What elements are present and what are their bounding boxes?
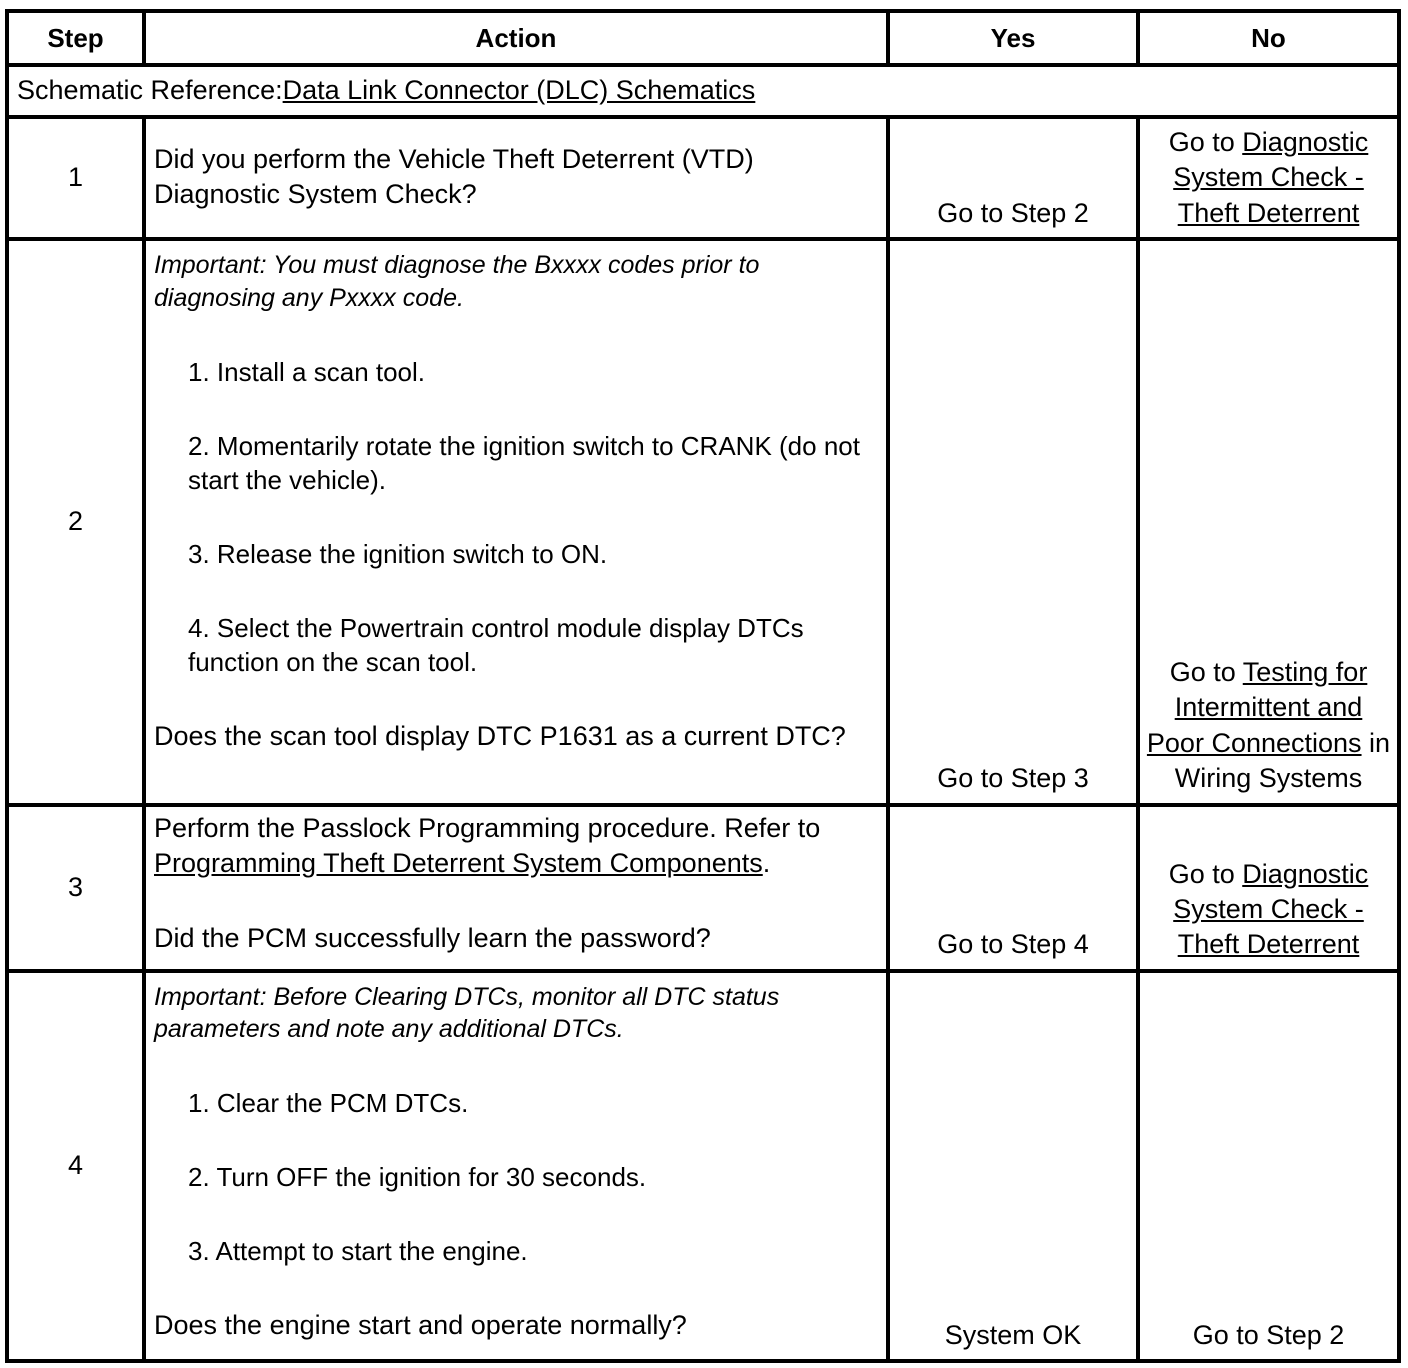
substep-item: 2. Momentarily rotate the ignition switch to CRANK (do not start the vehicle). xyxy=(188,430,860,495)
step-number: 3 xyxy=(7,805,144,971)
no-cell xyxy=(1138,239,1399,804)
no-link[interactable]: Diagnostic System Check - Theft Deterrent xyxy=(1173,858,1369,960)
step-number: 2 xyxy=(7,239,144,804)
action-cell xyxy=(144,117,888,239)
table-row-step-3 xyxy=(7,805,1399,971)
schematic-reference-label: Schematic Reference: xyxy=(17,75,283,106)
action-cell xyxy=(144,805,888,971)
important-note: Important: Before Clearing DTCs, monitor all DTC status parameters and note any additional DTCs. xyxy=(154,982,780,1044)
instruction-suffix: . xyxy=(762,847,771,878)
step-number: 1 xyxy=(7,117,144,239)
substep-item: 4. Select the Powertrain control module display DTCs function on the scan tool. xyxy=(188,612,804,677)
substep-item: 1. Clear the PCM DTCs. xyxy=(188,1088,469,1119)
substep-item: 3. Release the ignition switch to ON. xyxy=(188,538,608,569)
no-suffix: in Wiring Systems xyxy=(1174,727,1391,794)
header-no: No xyxy=(1138,11,1399,65)
header-step: Step xyxy=(7,11,144,65)
yes-cell: System OK xyxy=(888,971,1138,1361)
header-row xyxy=(7,11,1399,65)
action-question: Does the engine start and operate normally? xyxy=(154,1310,687,1341)
yes-cell: Go to Step 4 xyxy=(888,805,1138,971)
action-cell xyxy=(144,239,888,804)
instruction-link[interactable]: Programming Theft Deterrent System Components xyxy=(154,847,763,878)
header-yes: Yes xyxy=(888,11,1138,65)
schematic-reference xyxy=(7,65,1399,117)
no-cell xyxy=(1138,117,1399,239)
action-question: Does the scan tool display DTC P1631 as a current DTC? xyxy=(154,720,846,751)
important-note: Important: You must diagnose the Bxxxx codes prior to diagnosing any Pxxxx code. xyxy=(154,251,760,312)
substep-item: 2. Turn OFF the ignition for 30 seconds. xyxy=(188,1162,647,1193)
instruction-text: Perform the Passlock Programming procedure. Refer to xyxy=(154,812,821,843)
yes-cell: Go to Step 2 xyxy=(888,117,1138,239)
schematic-link[interactable]: Data Link Connector (DLC) Schematics xyxy=(282,75,756,106)
table-row-step-1 xyxy=(7,117,1399,239)
yes-cell: Go to Step 3 xyxy=(888,239,1138,804)
action-question: Did the PCM successfully learn the password? xyxy=(154,923,711,954)
no-prefix: Go to xyxy=(1168,127,1243,158)
action-instruction xyxy=(154,811,878,882)
no-cell xyxy=(1138,805,1399,971)
substep-item: 1. Install a scan tool. xyxy=(188,356,426,387)
action-cell xyxy=(144,971,888,1361)
table-row-step-2 xyxy=(7,239,1399,804)
diagnostic-table xyxy=(5,9,1401,1363)
no-link[interactable]: Diagnostic System Check - Theft Deterrent xyxy=(1173,127,1369,228)
no-prefix: Go to xyxy=(1169,657,1243,688)
no-prefix: Go to xyxy=(1168,858,1243,889)
no-cell: Go to Step 2 xyxy=(1138,971,1399,1361)
substep-item: 3. Attempt to start the engine. xyxy=(188,1236,528,1267)
step-number: 4 xyxy=(7,971,144,1361)
action-question: Did you perform the Vehicle Theft Deterrent (VTD) Diagnostic System Check? xyxy=(154,143,754,210)
header-action: Action xyxy=(144,11,888,65)
no-link[interactable]: Testing for Intermittent and Poor Connections xyxy=(1146,657,1368,758)
table-row-step-4 xyxy=(7,971,1399,1361)
schematic-reference-row xyxy=(7,65,1399,117)
